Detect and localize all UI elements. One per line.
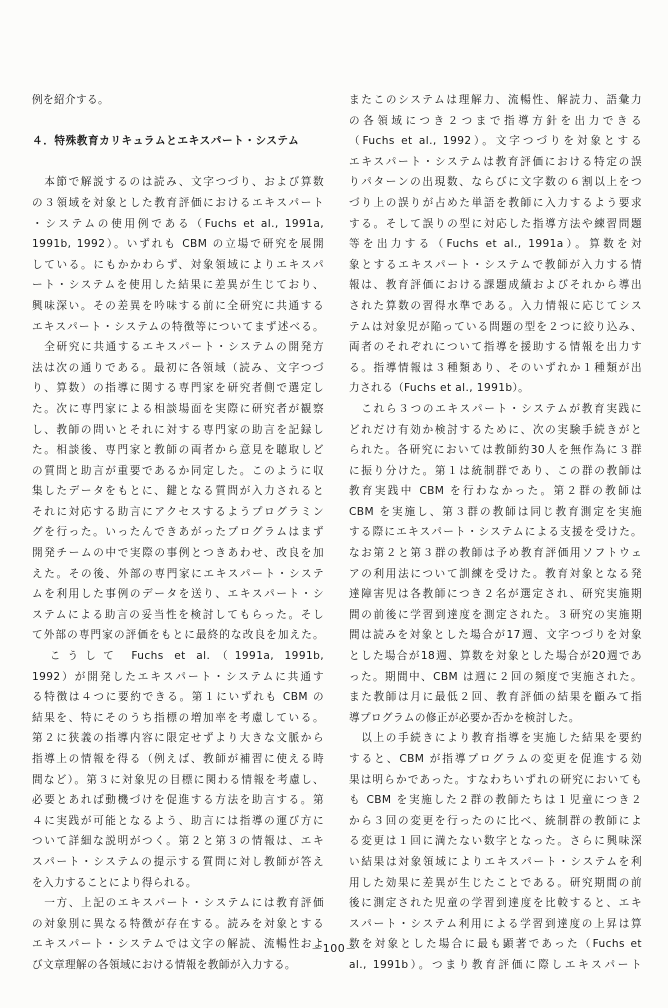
text-line: 導プログラムの修正が必要か否かを検討した。 bbox=[349, 711, 580, 724]
text-line: する際にエキスパート・システムによる支援を受けた。 bbox=[349, 526, 642, 539]
text-line: 一方、上記のエキスパート・システムには教育評価 bbox=[32, 897, 324, 910]
text-line: られた。各研究においては教師約30人を無作為に３群 bbox=[349, 444, 642, 457]
section-heading: ４．特殊教育カリキュラムとエキスパート・システム bbox=[32, 135, 300, 148]
text-line: 教育実践中 CBM を行わなかった。第２群の教師は bbox=[349, 485, 642, 498]
text-line: 1991b, 1992）。いずれも CBM の立場で研究を展開 bbox=[32, 238, 324, 251]
text-line: 間の前後に学習到達度を測定された。３研究の実施期 bbox=[349, 608, 642, 621]
text-line: 象とするエキスパート・システムで教師が入力する情 bbox=[349, 258, 642, 271]
text-line: ステムによる助言の妥当性を検討してもらった。そし bbox=[32, 608, 324, 621]
text-line: 用した効果に差異が生じたことである。研究期間の前 bbox=[349, 876, 642, 889]
text-line: 等を出力する（Fuchs et al., 1991a）。算数を対 bbox=[349, 238, 642, 251]
text-line: 全研究に共通するエキスパート・システムの開発方 bbox=[32, 341, 324, 354]
text-line: る変更は１回に満たない数字となった。さらに興味深 bbox=[349, 835, 642, 848]
blank-line bbox=[32, 152, 324, 173]
text-line: している。にもかかわらず、対象領域によりエキスパ bbox=[32, 258, 324, 271]
text-line: 後に測定された児童の学習到達度を比較すると、エキ bbox=[349, 897, 642, 910]
text-line: なお第２と第３群の教師は予め教育評価用ソフトウェ bbox=[349, 547, 642, 560]
text-line: た。次に専門家による相談場面を実際に研究者が観察 bbox=[32, 402, 324, 415]
text-line: の質問と助言が重要であるか同定した。このように収 bbox=[32, 464, 324, 477]
text-line: 間など）。第３に対象児の目標に関わる情報を考慮し、 bbox=[32, 773, 324, 786]
text-line: またこのシステムは理解力、流暢性、解読力、語彙力 bbox=[349, 94, 642, 106]
text-line: ４に実践が可能となるよう、助言には指導の運び方に bbox=[32, 814, 324, 827]
text-line: 本節で解説するのは読み、文字つづり、および算数 bbox=[32, 176, 324, 189]
text-line: ムを利用した事例のデータを送り、エキスパート・シ bbox=[32, 588, 324, 601]
text-line: CBM を実施し、第３群の教師は同じ教育測定を実施 bbox=[349, 505, 642, 518]
text-line: び文章理解の各領域における情報を教師が入力する。 bbox=[32, 958, 296, 971]
text-line: 力される（Fuchs et al., 1991b）。 bbox=[349, 382, 530, 395]
text-line: これら３つのエキスパート・システムが教育実践に bbox=[349, 402, 642, 415]
text-line: を入力することにより得られる。 bbox=[32, 876, 197, 889]
text-line: り、算数）の指導に関する専門家を研究者側で選定し bbox=[32, 382, 324, 395]
page-number: －100－ bbox=[311, 942, 357, 955]
text-line: えた。その後、外部の専門家にエキスパート・システ bbox=[32, 567, 324, 580]
text-line: りパターンの出現数、ならびに文字数の６割以上をつ bbox=[349, 176, 642, 189]
text-line: 指導上の情報を得る（例えば、教師が補習に使える時 bbox=[32, 753, 324, 765]
text-line: 第２に狭義の指導内容に限定せずより大きな文脈から bbox=[32, 732, 324, 745]
text-line: 以上の手続きにより教育指導を実施した結果を要約 bbox=[349, 732, 642, 745]
text-line: する。そして誤りの型に対応した指導方法や練習問題 bbox=[349, 217, 642, 230]
text-line: 報は、教育評価における課題成績およびそれから導出 bbox=[349, 279, 642, 292]
text-line: スパート・システム利用による学習到達度の上昇は算 bbox=[349, 917, 642, 930]
left-text-column bbox=[32, 90, 324, 976]
text-line: も CBM を実施した２群の教師たちは１児童につき２ bbox=[349, 794, 642, 807]
text-line: た。相談後、専門家と教師の両者から意見を聴取しど bbox=[32, 444, 324, 457]
text-line: ついて詳細な説明がつく。第２と第３の情報は、エキ bbox=[32, 835, 324, 848]
text-line: から３回の変更を行ったのに比べ、統制群の教師によ bbox=[349, 814, 642, 827]
text-line: 結果を、特にそのうち指標の増加率を考慮している。 bbox=[32, 711, 324, 724]
text-line: 数を対象とした場合に最も顕著であった（Fuchs et bbox=[349, 938, 642, 951]
text-line: 集したデータをもとに、鍵となる質問が入力されると bbox=[32, 485, 324, 498]
text-line: アの利用法について訓練を受けた。教育対象となる発 bbox=[349, 567, 642, 580]
text-line: る。指導情報は３種類あり、そのいずれか１種類が出 bbox=[349, 361, 642, 374]
text-line: 達障害児は各教師につき２名が選定され、研究実施期 bbox=[349, 588, 642, 601]
text-line: し、教師の問いとそれに対する専門家の助言を記録し bbox=[32, 423, 324, 436]
right-text-column bbox=[349, 90, 642, 976]
text-line: こうして Fuchs et al.（1991a, 1991b, bbox=[32, 650, 324, 663]
text-line: ・システムの使用例である（Fuchs et al., 1991a, bbox=[32, 217, 324, 230]
text-line: 例を紹介する。 bbox=[32, 94, 109, 106]
text-line: された算数の習得水準である。入力情報に応じてシス bbox=[349, 299, 642, 312]
text-line: エキスパート・システムでは文字の解読、流暢性およ bbox=[32, 938, 324, 951]
text-line: エキスパート・システムは教育評価における特定の誤 bbox=[349, 155, 642, 168]
text-line: づり上の誤りが占めた単語を教師に入力するよう要求 bbox=[349, 196, 642, 209]
text-line: すると、CBM が指導プログラムの変更を促進する効 bbox=[349, 753, 642, 765]
text-line: テムは対象児が陥っている問題の型を２つに絞り込み、 bbox=[349, 320, 642, 333]
text-line: 開発チームの中で実際の事例とつきあわせ、改良を加 bbox=[32, 547, 324, 560]
text-line: い結果は対象領域によりエキスパート・システムを利 bbox=[349, 855, 642, 868]
text-line: とした場合が18週、算数を対象とした場合が20週であ bbox=[349, 650, 642, 663]
text-line: （Fuchs et al., 1992）。文字つづりを対象とする bbox=[349, 135, 642, 148]
text-line: の対象別に異なる特徴が存在する。読みを対象とする bbox=[32, 917, 324, 930]
text-line: の３領域を対象とした教育評価におけるエキスパート bbox=[32, 196, 324, 209]
text-line: 必要とあれば動機づけを促進する方法を助言する。第 bbox=[32, 794, 324, 807]
text-line: 法は次の通りである。最初に各領域（読み、文字つづ bbox=[32, 361, 324, 374]
text-line: 興味深い。その差異を吟味する前に全研究に共通する bbox=[32, 299, 324, 312]
text-line: 1992）が開発したエキスパート・システムに共通す bbox=[32, 670, 324, 683]
text-line: 間は読みを対象とした場合が17週、文字つづりを対象 bbox=[349, 629, 642, 642]
text-line: グを行った。いったんできあがったプログラムはまず bbox=[32, 526, 324, 539]
text-line: に振り分けた。第１は統制群であり、この群の教師は bbox=[349, 464, 642, 477]
text-line: al., 1991b）。つまり教育評価に際しエキスパート bbox=[349, 958, 642, 971]
text-line: ート・システムを使用した結果に差異が生じており、 bbox=[32, 279, 324, 292]
text-line: どれだけ有効か検討するために、次の実験手続きがと bbox=[349, 423, 642, 436]
text-line: また教師は月に最低２回、教育評価の結果を顧みて指 bbox=[349, 691, 642, 704]
text-line: る特徴は４つに要約できる。第１にいずれも CBM の bbox=[32, 691, 324, 704]
text-line: 果は明らかであった。すなわちいずれの研究においても bbox=[349, 773, 642, 786]
text-line: て外部の専門家の評価をもとに最終的な改良を加えた。 bbox=[32, 629, 324, 642]
text-line: の各領域につき２つまで指導方針を出力できる bbox=[349, 114, 642, 127]
text-line: 両者のそれぞれについて指導を援助する情報を出力す bbox=[349, 341, 642, 354]
text-line: それに対応する助言にアクセスするようプログラミン bbox=[32, 505, 324, 518]
text-line: エキスパート・システムの特徴等についてまず述べる。 bbox=[32, 320, 324, 333]
text-line: スパート・システムの提示する質問に対し教師が答え bbox=[32, 855, 324, 868]
blank-line bbox=[32, 111, 324, 132]
text-line: った。期間中、CBM は週に２回の頻度で実施された。 bbox=[349, 670, 642, 683]
